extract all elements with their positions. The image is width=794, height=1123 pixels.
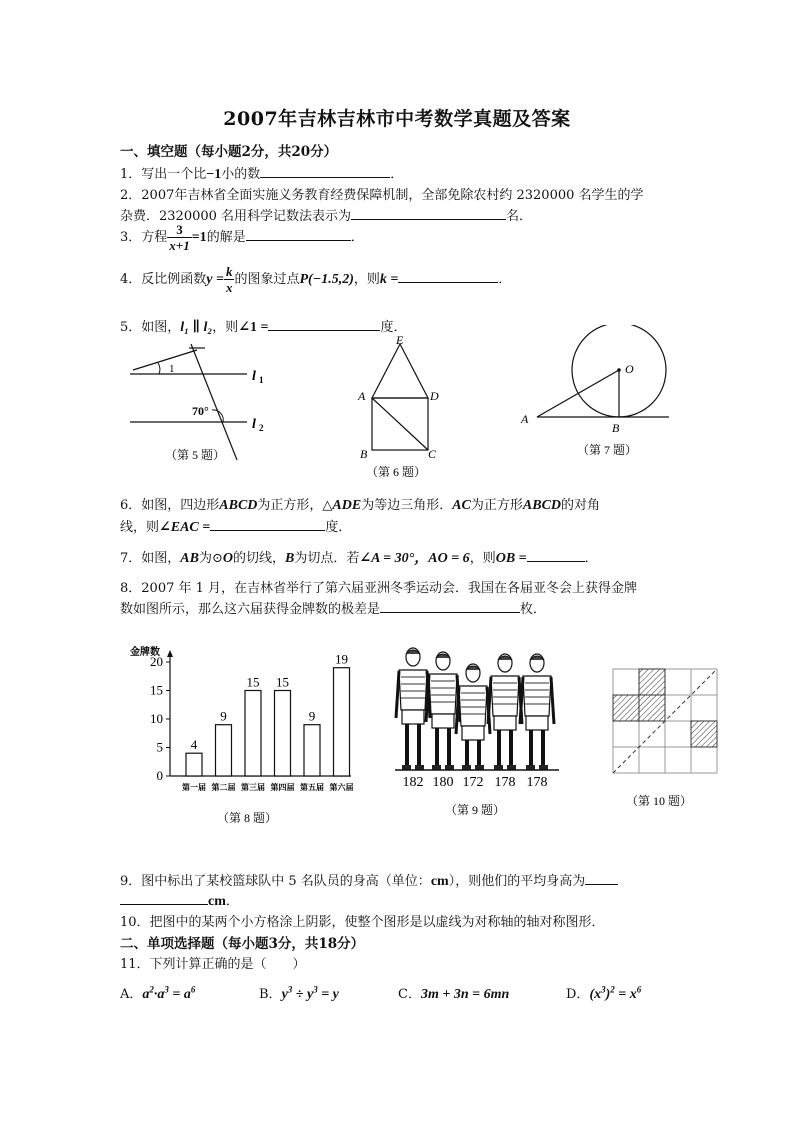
shaded-cell: [691, 721, 717, 747]
category-label: 第六届: [329, 783, 354, 792]
y-axis-arrow: [167, 650, 173, 657]
diagonal-ac: [372, 398, 428, 450]
q6-angle: ∠EAC =: [159, 520, 211, 535]
l2-label: l: [252, 417, 256, 432]
q3-end: ．: [350, 230, 364, 245]
l1-sub: 1: [259, 375, 264, 385]
q6-text-2: 线，则: [120, 520, 160, 535]
q5-answer-blank[interactable]: [268, 318, 380, 331]
y-tick-label: 0: [156, 768, 163, 783]
bar: [245, 691, 261, 777]
height-label: 182: [402, 775, 424, 790]
player-figure: [456, 664, 490, 770]
height-label: 178: [494, 775, 516, 790]
q7-text-c: 为切点．若: [294, 551, 360, 566]
q7-condition: ∠A = 30°，AO = 6: [359, 551, 470, 566]
q7-b: B: [285, 551, 295, 566]
q8-text: 数如图所示，那么这六届获得金牌数的极差是: [120, 602, 381, 617]
figure-7: [515, 325, 675, 465]
q6-text-b: 为等边三角形．: [361, 498, 453, 513]
question-1: [120, 163, 403, 183]
q3-text: 3．方程: [120, 230, 168, 245]
point-E-label: E: [396, 333, 404, 347]
q4-text-mid: 的图象过点: [234, 272, 300, 287]
category-label: 第四届: [270, 783, 295, 792]
triangle-ade: [372, 344, 428, 398]
category-label: 第三届: [241, 783, 265, 792]
figure-10-caption: （第 10 题）: [626, 794, 693, 808]
figure-8-caption: （第 8 题）: [217, 811, 278, 825]
q6-answer-blank[interactable]: [210, 518, 325, 531]
point-B-label: B: [612, 421, 620, 435]
player-figure: [488, 654, 522, 770]
l1-label: l: [252, 369, 256, 384]
q6-abcd-2: ABCD: [522, 498, 562, 513]
point-B-label: B: [360, 447, 368, 461]
q11-b-label: B．: [259, 987, 282, 1002]
q6-abcd: ABCD: [219, 498, 258, 513]
q9-unit: cm: [430, 874, 449, 889]
height-label: 178: [526, 775, 548, 790]
height-label: 180: [432, 775, 454, 790]
q6-end: 度．: [325, 520, 352, 535]
shaded-cell: [639, 695, 665, 721]
q11-option-c[interactable]: [398, 983, 509, 1003]
q2-text: 杂费．2320000 名用科学记数法表示为: [120, 209, 352, 224]
q11-option-d[interactable]: [566, 983, 641, 1003]
q11-c-expr: 3m + 3n = 6mn: [420, 987, 510, 1002]
q5-lines: l₁ ∥ l₂: [180, 320, 213, 335]
q6-ac: AC: [452, 498, 471, 513]
category-label: 第一届: [182, 783, 206, 792]
q7-ob: OB =: [495, 551, 527, 566]
q1-answer-blank[interactable]: [260, 165, 390, 178]
q4-text-post: ，则: [353, 272, 380, 287]
figure-5-caption: （第 5 题）: [165, 448, 226, 462]
q2-answer-blank[interactable]: [351, 207, 506, 220]
q1-text: 1．写出一个比: [120, 167, 207, 182]
question-7: [120, 547, 598, 567]
q6-text-d: 的对角: [561, 498, 601, 513]
figure-10: [608, 664, 723, 814]
bar-value-label: 4: [190, 737, 198, 753]
q3-eq: =1: [191, 230, 207, 245]
q4-point: P(−1.5,2): [299, 272, 354, 287]
q4-y: y =: [206, 272, 224, 287]
q3-answer-blank[interactable]: [246, 228, 351, 241]
height-label: 172: [462, 775, 484, 790]
y-axis-label: 金牌数: [130, 647, 160, 658]
category-label: 第二届: [211, 783, 236, 792]
q7-text-a: 为⊙: [198, 551, 223, 566]
q3-text-post: 的解是: [206, 230, 246, 245]
q9-end: ．: [225, 894, 239, 909]
point-O-label: O: [625, 362, 634, 376]
player-figure: [426, 652, 460, 770]
q7-text-b: 的切线，: [233, 551, 286, 566]
q4-answer-blank[interactable]: [398, 270, 498, 283]
q9-answer-blank-b[interactable]: [120, 892, 208, 905]
figure-8-chart: [125, 642, 357, 832]
question-9-line1: [120, 870, 618, 890]
bar-value-label: 19: [335, 651, 348, 667]
bar-value-label: 15: [276, 674, 289, 690]
question-8-line2: [120, 598, 546, 617]
q8-end: 枚．: [520, 602, 547, 617]
q9-unit-2: cm: [208, 894, 226, 909]
question-8-line1: 8．2007 年 1 月，在吉林省举行了第六届亚洲冬季运动会．我国在各届亚冬会上获得金牌: [120, 581, 638, 596]
q5-end: 度．: [380, 320, 407, 335]
q3-denominator: x+1: [169, 238, 190, 253]
category-label: 第五届: [300, 783, 324, 792]
transversal: [191, 344, 237, 460]
figure-7-caption: （第 7 题）: [577, 443, 638, 457]
question-6-line1: [120, 494, 600, 514]
q11-a-label: A．: [120, 987, 143, 1002]
q4-numerator: k: [225, 264, 233, 279]
q6-ade: ADE: [332, 498, 362, 513]
question-3: [120, 222, 364, 253]
q9-answer-blank-a[interactable]: [585, 872, 618, 885]
player-figure: [396, 648, 430, 770]
question-4: [120, 264, 511, 295]
q4-fraction: [224, 264, 235, 295]
angle-1-label: 1: [169, 363, 175, 375]
y-tick-label: 15: [150, 682, 163, 698]
q7-text: 7．如图，: [120, 551, 181, 566]
player-figure: [520, 654, 554, 770]
bar-value-label: 9: [308, 708, 316, 724]
angle-1-arc: [158, 363, 160, 374]
y-tick-label: 5: [156, 739, 163, 755]
shaded-cell: [639, 669, 665, 695]
figure-9-caption: （第 9 题）: [445, 803, 506, 817]
q11-d-label: D．: [566, 987, 590, 1002]
q4-text: 4．反比例函数: [120, 272, 207, 287]
section-1-heading: 一、填空题（每小题2分，共20分）: [120, 144, 338, 160]
q11-b-expr: $y^3 \div y^3 = y$: [281, 984, 339, 1002]
angle-70-label: 70°: [192, 404, 209, 418]
bar: [304, 725, 320, 776]
q11-c-label: C．: [398, 987, 421, 1002]
segment-ao: [537, 370, 619, 417]
bar: [275, 691, 291, 777]
q5-text: 5．如图，: [120, 320, 181, 335]
q3-fraction: [167, 222, 191, 253]
point-A-label: A: [358, 389, 366, 403]
question-11-stem: 11．下列计算正确的是（ ）: [120, 957, 306, 972]
q11-d-expr: $(x^3)^2 = x^6$: [589, 984, 642, 1002]
q6-text-c: 为正方形: [470, 498, 523, 513]
shaded-cell: [613, 695, 639, 721]
q6-text: 6．如图，四边形: [120, 498, 220, 513]
q6-text-a: 为正方形，△: [257, 498, 333, 513]
q9-text-post: ），则他们的平均身高为: [448, 874, 586, 889]
q1-end: ．: [390, 167, 404, 182]
q8-answer-blank[interactable]: [380, 600, 520, 613]
point-A-label: A: [521, 412, 529, 426]
q1-expr: −1: [206, 167, 222, 182]
y-tick-label: 10: [150, 711, 163, 726]
q3-numerator: 3: [167, 222, 191, 238]
q4-k: k =: [379, 272, 399, 287]
question-2-line1: 2．2007年吉林省全面实施义务教育经费保障机制，全部免除农村约 2320000 名学生的学: [120, 188, 644, 203]
q11-option-a[interactable]: [120, 983, 195, 1003]
bar: [216, 725, 232, 776]
page-title: 2007年吉林吉林市中考数学真题及答案: [223, 108, 571, 130]
bar-value-label: 15: [246, 674, 260, 690]
q4-end: ．: [498, 272, 512, 287]
question-9-line2: [120, 890, 239, 910]
figure-9: [393, 642, 563, 822]
q11-a-expr: $a^2\cdot a^3 = a^6$: [142, 984, 196, 1002]
question-6-line2: [120, 516, 351, 536]
figure-6-caption: （第 6 题）: [366, 465, 427, 479]
q5-text-mid: ，则: [212, 320, 239, 335]
q7-end: ．: [584, 551, 598, 566]
question-10: 10．把图中的某两个小方格涂上阴影，使整个图形是以虚线为对称轴的轴对称图形．: [120, 915, 605, 930]
q7-text-d: ，则: [469, 551, 496, 566]
q5-angle: ∠1 =: [238, 320, 269, 335]
q2-text-post: 名．: [506, 209, 533, 224]
point-C-label: C: [428, 447, 437, 461]
slant-line: [133, 350, 197, 370]
center-point: [617, 368, 621, 372]
y-tick-label: 20: [150, 654, 163, 669]
bar: [186, 753, 202, 776]
figure-5: [125, 340, 275, 470]
q7-ab: AB: [180, 551, 199, 566]
section-2-heading: 二、单项选择题（每小题3分，共18分）: [120, 936, 365, 952]
q7-answer-blank[interactable]: [527, 549, 585, 562]
figure-6: [352, 332, 452, 482]
q7-o: O: [222, 551, 233, 566]
q4-denominator: x: [225, 280, 233, 295]
bar-value-label: 9: [220, 708, 227, 724]
q1-text-post: 小的数: [221, 167, 261, 182]
bar: [334, 668, 350, 776]
q9-text: 9．图中标出了某校篮球队中 5 名队员的身高（单位：: [120, 874, 431, 889]
point-D-label: D: [430, 389, 439, 403]
q11-option-b[interactable]: [259, 983, 339, 1003]
l2-sub: 2: [259, 423, 264, 433]
